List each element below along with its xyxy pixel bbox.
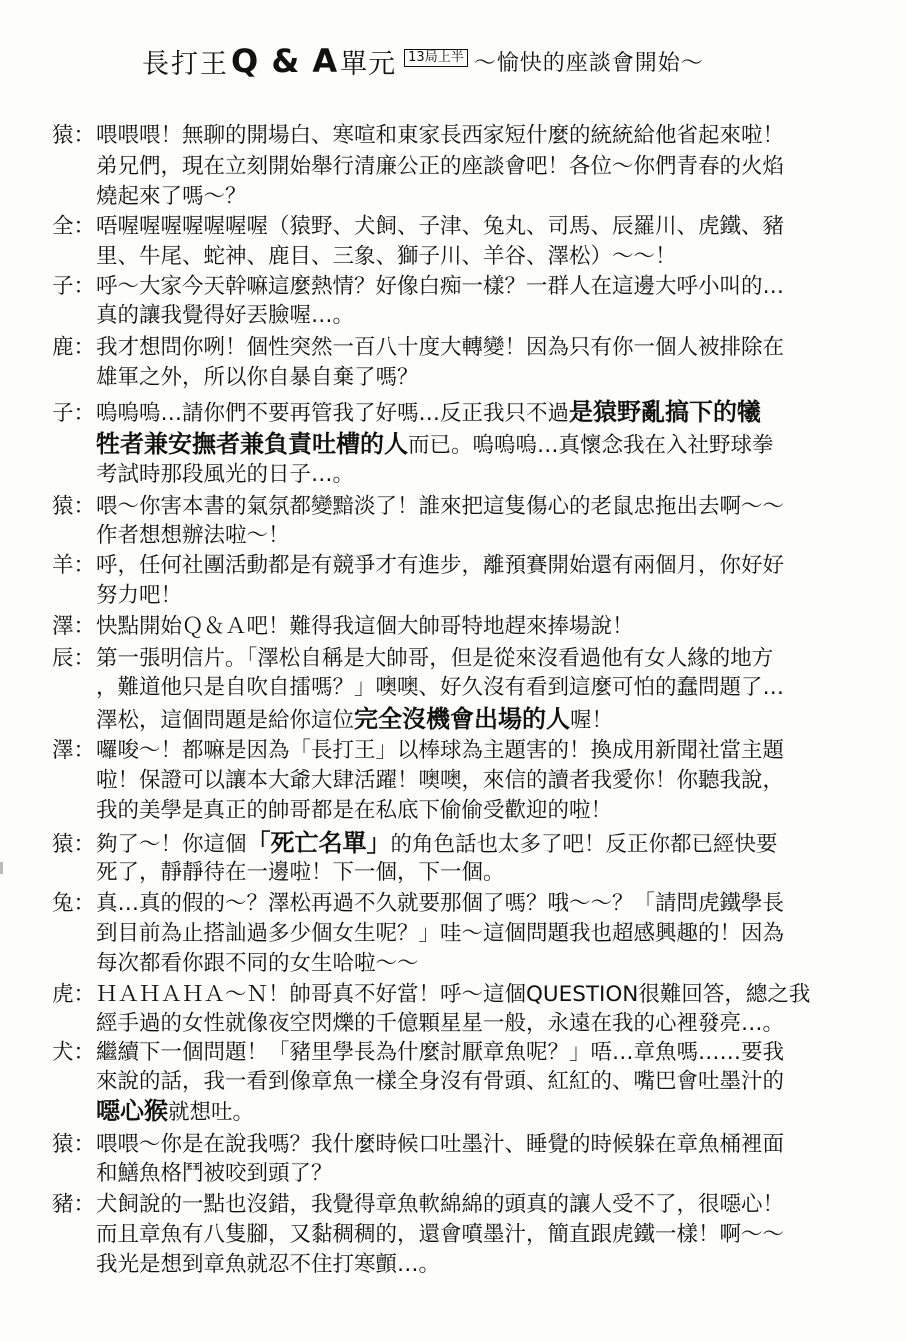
dialogue-line: 每次都看你跟不同的女生哈啦～～ <box>96 951 419 976</box>
dialogue-line: 澤：快點開始Ｑ＆Ａ吧！難得我這個大帥哥特地趕來捧場說！ <box>52 614 634 639</box>
emphasis-text: 是猿野亂搞下的犧 <box>569 398 762 426</box>
dialogue-line: 我的美學是真正的帥哥都是在私底下偷偷受歡迎的啦！ <box>96 798 613 823</box>
dialogue-line: 作者想想辦法啦～！ <box>96 523 290 548</box>
dialogue-line: 兔：真…真的假的～？澤松再過不久就要那個了嗎？哦～～？「請問虎鐵學長 <box>52 891 785 916</box>
speaker-label: 鹿： <box>52 335 96 360</box>
speaker-label: 子： <box>52 274 96 299</box>
dialogue-line: 而且章魚有八隻腳，又黏稠稠的，還會噴墨汁，簡直跟虎鐵一樣！啊～～ <box>96 1222 785 1247</box>
speaker-label: 澤： <box>52 614 96 639</box>
speaker-label: 辰： <box>52 646 96 671</box>
title-main: 長打王 <box>142 48 229 80</box>
dialogue-line: 猿：喂喂～你是在說我嗎？我什麼時候口吐墨汁、睡覺的時候躲在章魚桶裡面 <box>52 1132 785 1157</box>
title-badge: 13局上半 <box>404 49 468 67</box>
dialogue-line: 猿：喂～你害本書的氣氛都變黯淡了！誰來把這隻傷心的老鼠忠拖出去啊～～ <box>52 494 785 519</box>
dialogue-line: 子：呼～大家今天幹嘛這麼熱情？好像白痴一樣？一群人在這邊大呼小叫的… <box>52 274 785 299</box>
dialogue-line: 豬：犬飼說的一點也沒錯，我覺得章魚軟綿綿的頭真的讓人受不了，很噁心！ <box>52 1192 785 1217</box>
dialogue-line: 到目前為止搭訕過多少個女生呢？」哇～這個問題我也超感興趣的！因為 <box>96 921 785 946</box>
dialogue-line: 和鱔魚格鬥被咬到頭了？ <box>96 1161 333 1186</box>
dialogue-line: 弟兄們，現在立刻開始舉行清廉公正的座談會吧！各位～你們青春的火焰 <box>96 154 785 179</box>
speaker-label: 子： <box>52 401 96 426</box>
dialogue-line: 鹿：我才想問你咧！個性突然一百八十度大轉變！因為只有你一個人被排除在 <box>52 335 785 360</box>
emphasis-text: 牲者兼安撫者兼負責吐槽的人 <box>96 430 408 458</box>
dialogue-line: 羊：呼，任何社團活動都是有競爭才有進步，離預賽開始還有兩個月，你好好 <box>52 553 785 578</box>
dialogue-line: 猿：夠了～！你這個「死亡名單」的角色話也太多了吧！反正你都已經快要 <box>52 829 778 857</box>
dialogue-line: 啦！保證可以讓本大爺大肆活躍！噢噢，來信的讀者我愛你！你聽我說， <box>96 768 785 793</box>
dialogue-line: 虎：ＨＡＨＡＨＡ～Ｎ！帥哥真不好當！呼～這個QUESTION很難回答，總之我 <box>52 982 811 1007</box>
dialogue-line: 澤松，這個問題是給你這位完全沒機會出場的人喔！ <box>96 705 614 733</box>
speaker-label: 豬： <box>52 1192 96 1217</box>
dialogue-line: 子：嗚嗚嗚…請你們不要再管我了好嗎…反正我只不過是猿野亂搞下的犧 <box>52 398 762 426</box>
dialogue-line: 死了，靜靜待在一邊啦！下一個，下一個。 <box>96 860 505 885</box>
speaker-label: 兔： <box>52 891 96 916</box>
emphasis-text: 完全沒機會出場的人 <box>354 705 571 733</box>
speaker-label: 猿： <box>52 1132 96 1157</box>
dialogue-line: 雄軍之外，所以你自暴自棄了嗎？ <box>96 365 419 390</box>
dialogue-line: 我光是想到章魚就忍不住打寒顫…。 <box>96 1252 441 1277</box>
speaker-label: 猿： <box>52 494 96 519</box>
dialogue-line: 辰：第一張明信片。「澤松自稱是大帥哥，但是從來沒看過他有女人緣的地方 <box>52 646 774 671</box>
title-unit: 單元 <box>340 48 397 80</box>
emphasis-text: 噁心猴 <box>96 1097 168 1125</box>
dialogue-line: 猿：喂喂喂！無聊的開場白、寒喧和東家長西家短什麼的統統給他省起來啦！ <box>52 123 785 148</box>
dialogue-line: 真的讓我覺得好丟臉喔…。 <box>96 303 355 328</box>
speaker-label: 犬： <box>52 1040 96 1065</box>
dialogue-line: 噁心猴就想吐。 <box>96 1097 255 1125</box>
speaker-label: 猿： <box>52 832 96 857</box>
dialogue-line: 牲者兼安撫者兼負責吐槽的人而已。嗚嗚嗚…真懷念我在入社野球拳 <box>96 430 774 458</box>
dialogue-line: 里、牛尾、蛇神、鹿目、三象、獅子川、羊谷、澤松）～～！ <box>96 244 677 269</box>
dialogue-line: 考試時那段風光的日子…。 <box>96 462 355 487</box>
dialogue-line: 來說的話，我一看到像章魚一樣全身沒有骨頭、紅紅的、嘴巴會吐墨汁的 <box>96 1069 785 1094</box>
dialogue-line: 燒起來了嗎～？ <box>96 184 247 209</box>
speaker-label: 全： <box>52 214 96 239</box>
dialogue-line: 全：唔喔喔喔喔喔喔喔（猿野、犬飼、子津、兔丸、司馬、辰羅川、虎鐵、豬 <box>52 214 785 239</box>
title-subtitle: ～愉快的座談會開始～ <box>473 50 704 76</box>
dialogue-line: 經手過的女性就像夜空閃爍的千億顆星星一般，永遠在我的心裡發亮…。 <box>96 1011 785 1036</box>
speaker-label: 澤： <box>52 738 96 763</box>
speaker-label: 羊： <box>52 553 96 578</box>
dialogue-line: 努力吧！ <box>96 583 183 608</box>
speaker-label: 虎： <box>52 982 96 1007</box>
emphasis-text: 「死亡名單」 <box>246 829 391 857</box>
speaker-label: 猿： <box>52 123 96 148</box>
dialogue-line: ，難道他只是自吹自擂嗎？」噢噢、好久沒有看到這麼可怕的蠢問題了… <box>96 675 785 700</box>
dialogue-line: 澤：囉唆～！都嘛是因為「長打王」以棒球為主題害的！換成用新聞社當主題 <box>52 738 785 763</box>
title-qa: Q & A <box>231 42 339 80</box>
scan-edge-mark <box>0 862 3 874</box>
dialogue-line: 犬：繼續下一個問題！「豬里學長為什麼討厭章魚呢？」唔…章魚嗎……要我 <box>52 1040 785 1065</box>
